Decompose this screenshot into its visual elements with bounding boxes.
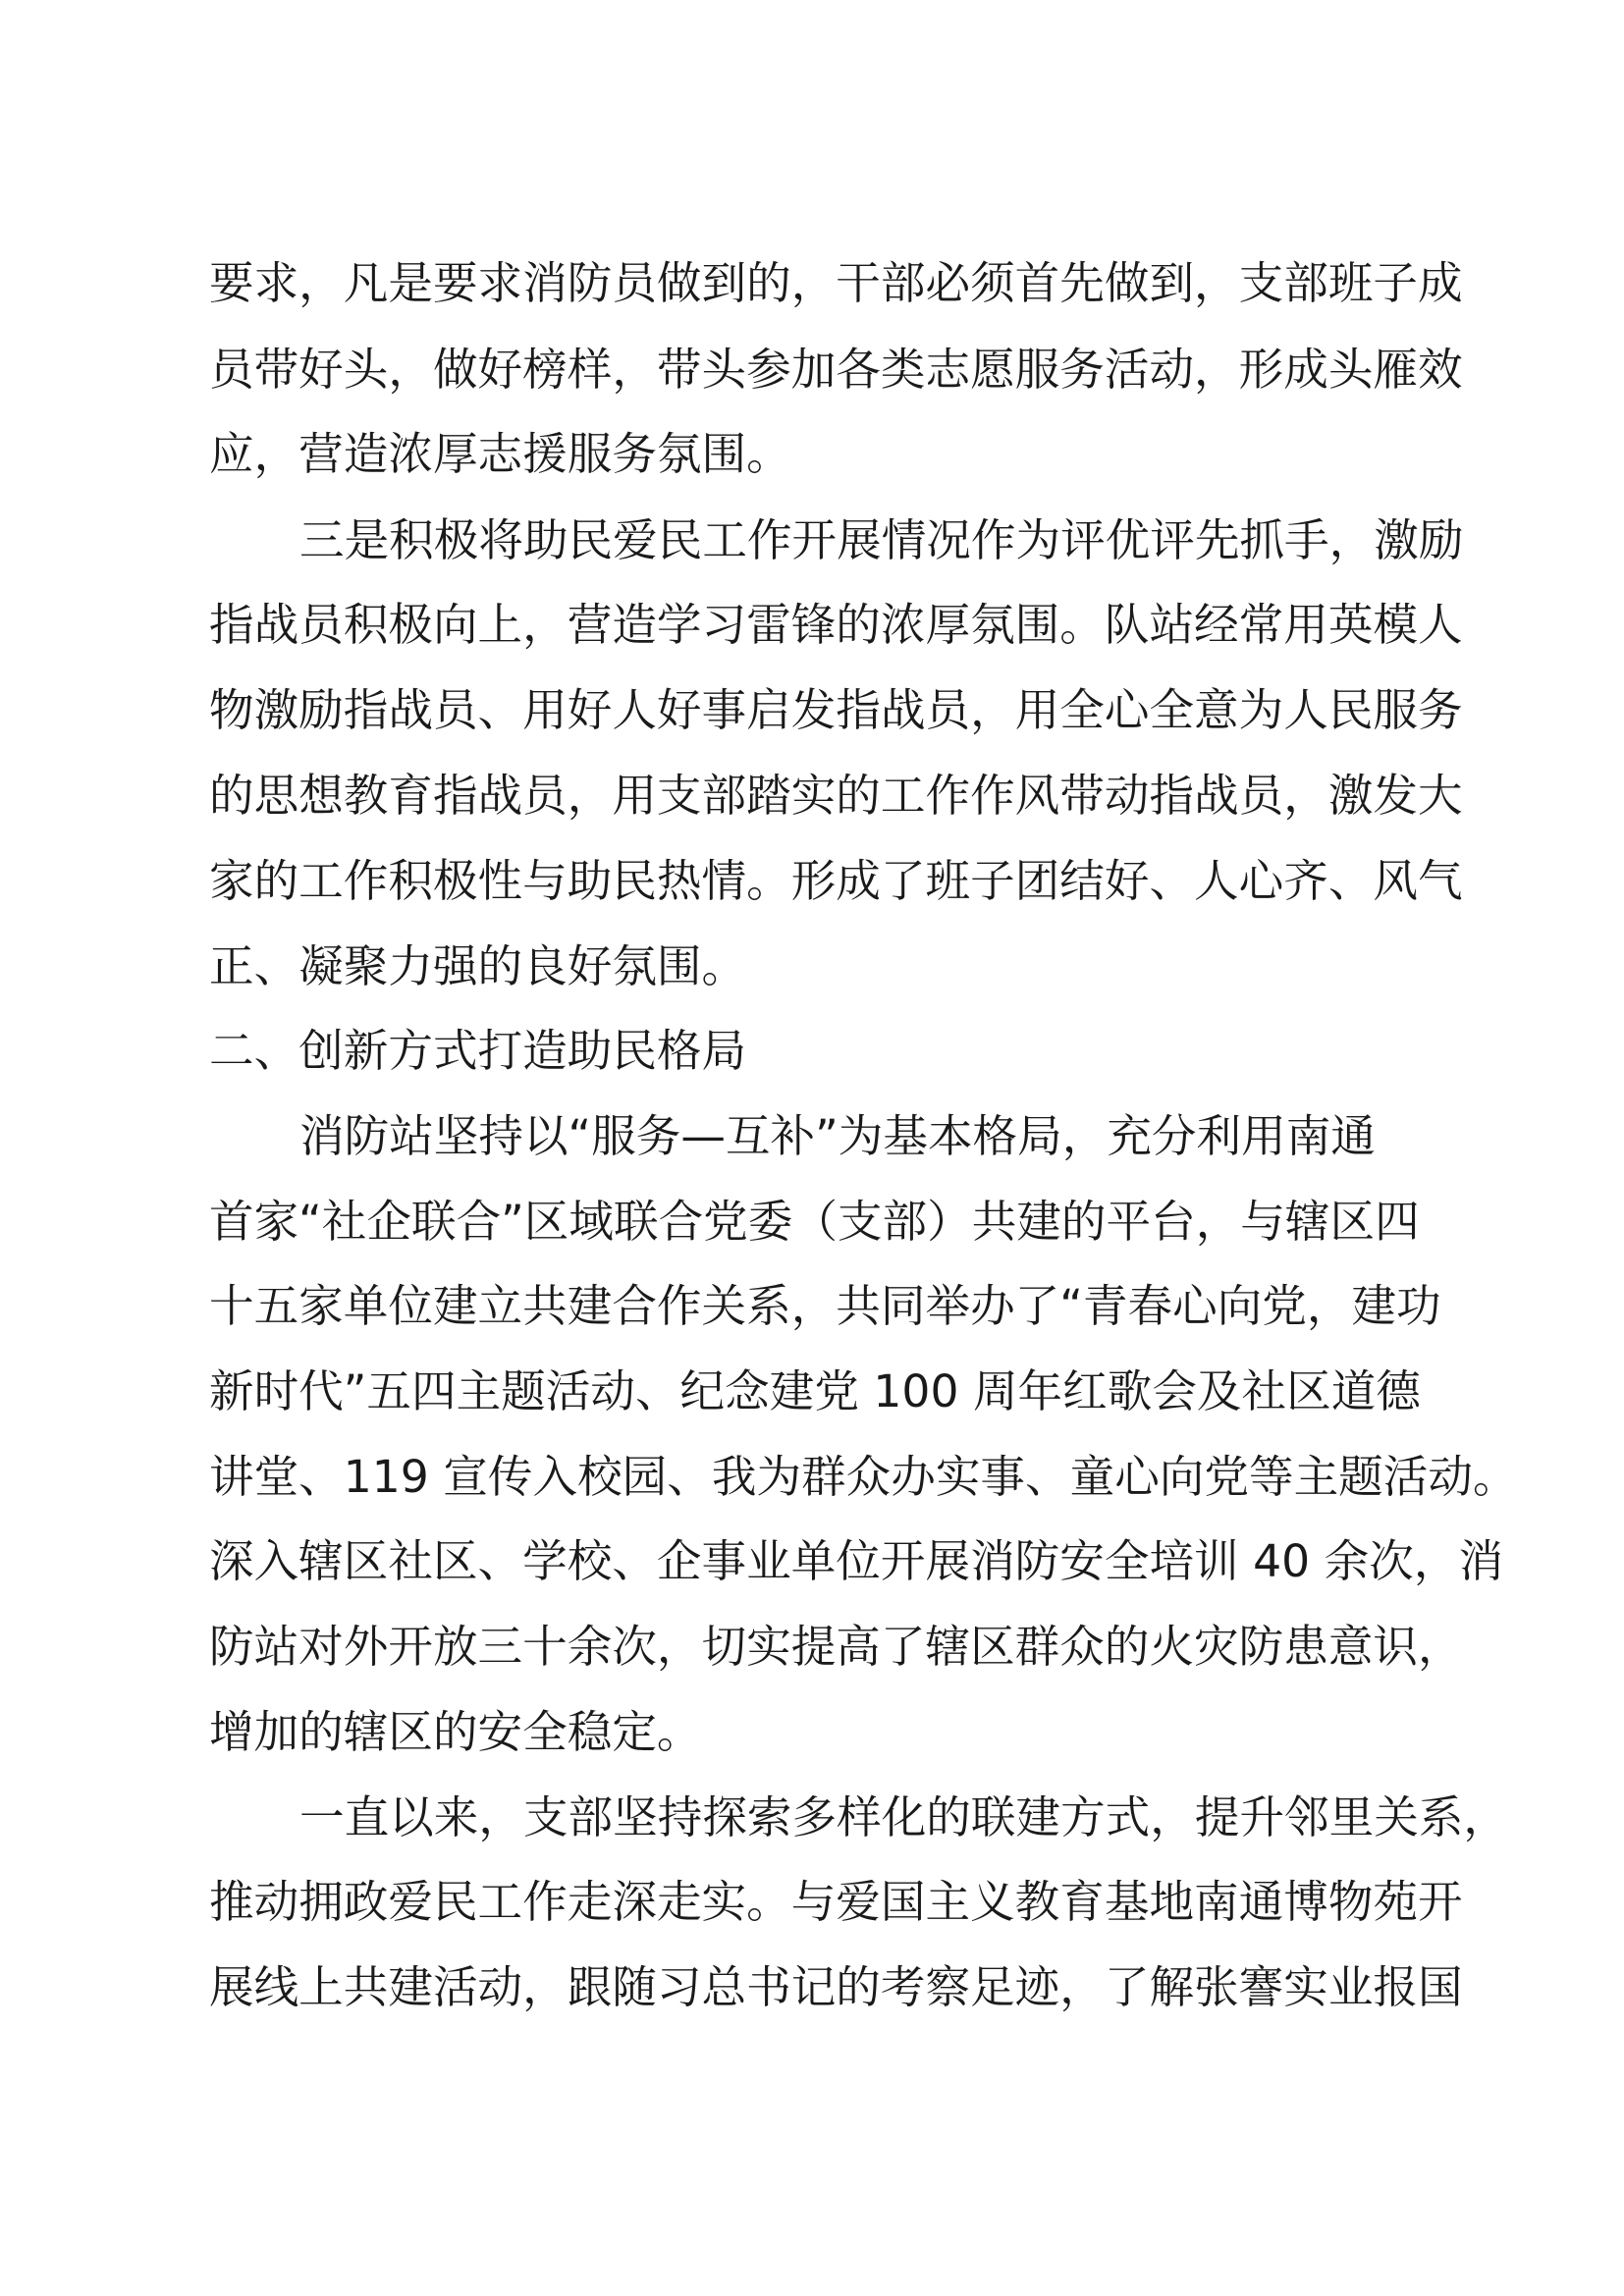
text-line: 防站对外开放三十余次，切实提高了辖区群众的火灾防患意识， (209, 1621, 1463, 1673)
text-line: 展线上共建活动，跟随习总书记的考察足迹，了解张謇实业报国 (209, 1961, 1463, 2013)
section-heading: 二、创新方式打造助民格局 (209, 1025, 747, 1077)
paragraph-first-line: 消防站坚持以“服务—互补”为基本格局，充分利用南通 (299, 1110, 1376, 1162)
paragraph-first-line: 一直以来，支部坚持探索多样化的联建方式，提升邻里关系， (299, 1791, 1509, 1843)
text-line: 深入辖区社区、学校、企事业单位开展消防安全培训 40 余次，消 (209, 1535, 1504, 1587)
text-line: 推动拥政爱民工作走深走实。与爱国主义教育基地南通博物苑开 (209, 1876, 1463, 1928)
text-line: 新时代”五四主题活动、纪念建党 100 周年红歌会及社区道德 (209, 1365, 1421, 1417)
text-line: 正、凝聚力强的良好氛围。 (209, 940, 747, 992)
text-line: 讲堂、119 宣传入校园、我为群众办实事、童心向党等主题活动。 (209, 1451, 1518, 1503)
paragraph-first-line: 三是积极将助民爱民工作开展情况作为评优评先抓手，激励 (299, 514, 1464, 566)
text-line: 要求，凡是要求消防员做到的，干部必须首先做到，支部班子成 (209, 257, 1463, 309)
text-line: 首家“社企联合”区域联合党委（支部）共建的平台，与辖区四 (209, 1196, 1420, 1248)
text-line: 指战员积极向上，营造学习雷锋的浓厚氛围。队站经常用英模人 (209, 599, 1463, 651)
text-line: 应，营造浓厚志援服务氛围。 (209, 428, 791, 480)
text-line: 增加的辖区的安全稳定。 (209, 1706, 702, 1758)
text-line: 十五家单位建立共建合作关系，共同举办了“青春心向党，建功 (209, 1280, 1441, 1332)
text-line: 家的工作积极性与助民热情。形成了班子团结好、人心齐、风气 (209, 855, 1463, 907)
text-line: 物激励指战员、用好人好事启发指战员，用全心全意为人民服务 (209, 684, 1463, 736)
text-line: 员带好头，做好榜样，带头参加各类志愿服务活动，形成头雁效 (209, 344, 1463, 396)
text-line: 的思想教育指战员，用支部踏实的工作作风带动指战员，激发大 (209, 770, 1463, 822)
